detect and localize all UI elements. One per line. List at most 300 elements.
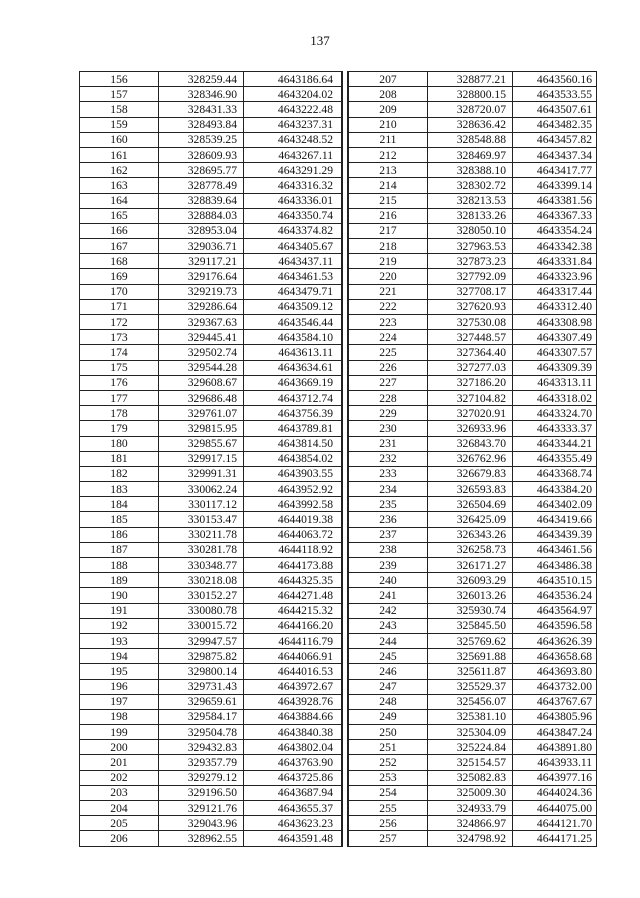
y-coordinate-cell: 4644166.20 [244,618,343,633]
table-row [348,649,597,664]
table-row [80,649,343,664]
table-row [348,345,597,360]
y-coordinate-cell: 4643331.84 [513,254,597,269]
table-row [348,512,597,527]
point-number-cell: 223 [348,315,428,330]
table-row [80,375,343,390]
table-row [348,725,597,740]
x-coordinate-cell: 329445.41 [159,330,244,345]
table-row [348,132,597,147]
y-coordinate-cell: 4643891.80 [513,740,597,755]
table-row [80,269,343,284]
point-number-cell: 209 [348,102,428,117]
x-coordinate-cell: 329504.78 [159,725,244,740]
x-coordinate-cell: 328302.72 [428,178,513,193]
y-coordinate-cell: 4643308.98 [513,315,597,330]
y-coordinate-cell: 4644075.00 [513,801,597,816]
x-coordinate-cell: 327448.57 [428,330,513,345]
point-number-cell: 182 [80,466,159,481]
point-number-cell: 247 [348,679,428,694]
x-coordinate-cell: 325456.07 [428,694,513,709]
table-row [348,375,597,390]
y-coordinate-cell: 4643596.58 [513,618,597,633]
x-coordinate-cell: 329036.71 [159,239,244,254]
table-row [80,633,343,648]
x-coordinate-cell: 329815.95 [159,421,244,436]
point-number-cell: 175 [80,360,159,375]
point-number-cell: 181 [80,451,159,466]
x-coordinate-cell: 327186.20 [428,375,513,390]
table-row [80,725,343,740]
y-coordinate-cell: 4643591.48 [244,831,343,846]
table-row [80,117,343,132]
y-coordinate-cell: 4643658.68 [513,649,597,664]
point-number-cell: 217 [348,223,428,238]
x-coordinate-cell: 330211.78 [159,527,244,542]
table-row [80,436,343,451]
table-row [80,482,343,497]
point-number-cell: 226 [348,360,428,375]
y-coordinate-cell: 4643344.21 [513,436,597,451]
table-row [348,269,597,284]
table-row [348,573,597,588]
point-number-cell: 173 [80,330,159,345]
point-number-cell: 157 [80,87,159,102]
x-coordinate-cell: 325381.10 [428,709,513,724]
y-coordinate-cell: 4643405.67 [244,239,343,254]
point-number-cell: 178 [80,406,159,421]
table-row [80,254,343,269]
coordinate-table-right [347,71,597,847]
y-coordinate-cell: 4643354.24 [513,223,597,238]
point-number-cell: 161 [80,147,159,162]
point-number-cell: 241 [348,588,428,603]
x-coordinate-cell: 330218.08 [159,573,244,588]
table-row [348,117,597,132]
table-row [80,345,343,360]
x-coordinate-cell: 326093.29 [428,573,513,588]
x-coordinate-cell: 326343.26 [428,527,513,542]
point-number-cell: 159 [80,117,159,132]
x-coordinate-cell: 327104.82 [428,390,513,405]
point-number-cell: 248 [348,694,428,709]
table-row [348,679,597,694]
point-number-cell: 225 [348,345,428,360]
table-row [348,527,597,542]
y-coordinate-cell: 4643952.92 [244,482,343,497]
table-row [348,466,597,481]
x-coordinate-cell: 328800.15 [428,87,513,102]
x-coordinate-cell: 329875.82 [159,649,244,664]
point-number-cell: 227 [348,375,428,390]
table-row [348,102,597,117]
y-coordinate-cell: 4643533.55 [513,87,597,102]
y-coordinate-cell: 4643884.66 [244,709,343,724]
x-coordinate-cell: 327620.93 [428,299,513,314]
point-number-cell: 224 [348,330,428,345]
table-row [348,816,597,831]
x-coordinate-cell: 325845.50 [428,618,513,633]
table-row [348,755,597,770]
y-coordinate-cell: 4644116.79 [244,633,343,648]
x-coordinate-cell: 329117.21 [159,254,244,269]
point-number-cell: 251 [348,740,428,755]
y-coordinate-cell: 4643419.66 [513,512,597,527]
point-number-cell: 246 [348,664,428,679]
x-coordinate-cell: 328346.90 [159,87,244,102]
x-coordinate-cell: 328636.42 [428,117,513,132]
table-row [348,542,597,557]
x-coordinate-cell: 330015.72 [159,618,244,633]
point-number-cell: 213 [348,163,428,178]
table-row [348,163,597,178]
y-coordinate-cell: 4643316.32 [244,178,343,193]
point-number-cell: 156 [80,72,159,87]
x-coordinate-cell: 330117.12 [159,497,244,512]
x-coordinate-cell: 328431.33 [159,102,244,117]
point-number-cell: 237 [348,527,428,542]
x-coordinate-cell: 329196.50 [159,785,244,800]
point-number-cell: 204 [80,801,159,816]
x-coordinate-cell: 328539.25 [159,132,244,147]
point-number-cell: 187 [80,542,159,557]
y-coordinate-cell: 4644019.38 [244,512,343,527]
point-number-cell: 235 [348,497,428,512]
table-row [348,147,597,162]
table-row [80,573,343,588]
x-coordinate-cell: 326593.83 [428,482,513,497]
point-number-cell: 167 [80,239,159,254]
y-coordinate-cell: 4643342.38 [513,239,597,254]
table-row [80,831,343,846]
y-coordinate-cell: 4644024.36 [513,785,597,800]
y-coordinate-cell: 4643350.74 [244,208,343,223]
y-coordinate-cell: 4643222.48 [244,102,343,117]
y-coordinate-cell: 4643732.00 [513,679,597,694]
x-coordinate-cell: 329584.17 [159,709,244,724]
y-coordinate-cell: 4643805.96 [513,709,597,724]
table-row [80,785,343,800]
y-coordinate-cell: 4643457.82 [513,132,597,147]
table-row [348,254,597,269]
table-row [348,694,597,709]
x-coordinate-cell: 329367.63 [159,315,244,330]
y-coordinate-cell: 4643479.71 [244,284,343,299]
x-coordinate-cell: 325930.74 [428,603,513,618]
table-row [348,299,597,314]
table-row [80,299,343,314]
x-coordinate-cell: 325009.30 [428,785,513,800]
table-row [348,436,597,451]
table-row [348,315,597,330]
table-row [348,603,597,618]
x-coordinate-cell: 329659.61 [159,694,244,709]
table-row [348,709,597,724]
x-coordinate-cell: 327873.23 [428,254,513,269]
point-number-cell: 207 [348,72,428,87]
table-row [80,315,343,330]
x-coordinate-cell: 328050.10 [428,223,513,238]
table-row [348,664,597,679]
x-coordinate-cell: 325154.57 [428,755,513,770]
point-number-cell: 249 [348,709,428,724]
x-coordinate-cell: 327277.03 [428,360,513,375]
x-coordinate-cell: 327708.17 [428,284,513,299]
point-number-cell: 243 [348,618,428,633]
point-number-cell: 250 [348,725,428,740]
point-number-cell: 240 [348,573,428,588]
y-coordinate-cell: 4643309.39 [513,360,597,375]
point-number-cell: 163 [80,178,159,193]
y-coordinate-cell: 4644271.48 [244,588,343,603]
point-number-cell: 158 [80,102,159,117]
y-coordinate-cell: 4643482.35 [513,117,597,132]
y-coordinate-cell: 4643437.34 [513,147,597,162]
point-number-cell: 202 [80,770,159,785]
table-row [80,284,343,299]
coordinate-table-left [79,71,343,847]
point-number-cell: 169 [80,269,159,284]
table-row [348,451,597,466]
y-coordinate-cell: 4643355.49 [513,451,597,466]
y-coordinate-cell: 4644066.91 [244,649,343,664]
table-row [80,451,343,466]
x-coordinate-cell: 325691.88 [428,649,513,664]
x-coordinate-cell: 326504.69 [428,497,513,512]
table-row [348,588,597,603]
table-row [80,102,343,117]
table-row [80,709,343,724]
table-row [80,740,343,755]
y-coordinate-cell: 4643384.20 [513,482,597,497]
y-coordinate-cell: 4643763.90 [244,755,343,770]
y-coordinate-cell: 4643725.86 [244,770,343,785]
table-row [348,785,597,800]
x-coordinate-cell: 328548.88 [428,132,513,147]
table-row [80,223,343,238]
y-coordinate-cell: 4644325.35 [244,573,343,588]
point-number-cell: 160 [80,132,159,147]
y-coordinate-cell: 4643693.80 [513,664,597,679]
point-number-cell: 230 [348,421,428,436]
point-number-cell: 200 [80,740,159,755]
point-number-cell: 232 [348,451,428,466]
x-coordinate-cell: 329502.74 [159,345,244,360]
point-number-cell: 203 [80,785,159,800]
x-coordinate-cell: 329800.14 [159,664,244,679]
table-row [348,406,597,421]
table-row [80,618,343,633]
coordinate-table-left-body [80,72,343,847]
point-number-cell: 234 [348,482,428,497]
table-row [348,178,597,193]
x-coordinate-cell: 328962.55 [159,831,244,846]
x-coordinate-cell: 329043.96 [159,816,244,831]
table-row [80,147,343,162]
y-coordinate-cell: 4643536.24 [513,588,597,603]
table-row [348,482,597,497]
y-coordinate-cell: 4643248.52 [244,132,343,147]
y-coordinate-cell: 4643417.77 [513,163,597,178]
table-row [80,542,343,557]
y-coordinate-cell: 4643584.10 [244,330,343,345]
y-coordinate-cell: 4643972.67 [244,679,343,694]
x-coordinate-cell: 328953.04 [159,223,244,238]
x-coordinate-cell: 328493.84 [159,117,244,132]
table-row [80,588,343,603]
point-number-cell: 164 [80,193,159,208]
x-coordinate-cell: 329219.73 [159,284,244,299]
point-number-cell: 216 [348,208,428,223]
point-number-cell: 253 [348,770,428,785]
table-row [80,816,343,831]
y-coordinate-cell: 4643655.37 [244,801,343,816]
x-coordinate-cell: 329608.67 [159,375,244,390]
point-number-cell: 211 [348,132,428,147]
x-coordinate-cell: 330281.78 [159,542,244,557]
y-coordinate-cell: 4643854.02 [244,451,343,466]
table-row [80,770,343,785]
x-coordinate-cell: 325082.83 [428,770,513,785]
point-number-cell: 197 [80,694,159,709]
x-coordinate-cell: 328695.77 [159,163,244,178]
x-coordinate-cell: 328877.21 [428,72,513,87]
y-coordinate-cell: 4643546.44 [244,315,343,330]
table-row [80,527,343,542]
table-row [80,390,343,405]
table-row [80,360,343,375]
y-coordinate-cell: 4643399.14 [513,178,597,193]
point-number-cell: 205 [80,816,159,831]
y-coordinate-cell: 4643186.64 [244,72,343,87]
x-coordinate-cell: 327963.53 [428,239,513,254]
x-coordinate-cell: 325611.87 [428,664,513,679]
x-coordinate-cell: 327020.91 [428,406,513,421]
y-coordinate-cell: 4643461.53 [244,269,343,284]
point-number-cell: 199 [80,725,159,740]
table-row [348,223,597,238]
point-number-cell: 188 [80,558,159,573]
x-coordinate-cell: 330062.24 [159,482,244,497]
y-coordinate-cell: 4643802.04 [244,740,343,755]
y-coordinate-cell: 4643367.33 [513,208,597,223]
point-number-cell: 214 [348,178,428,193]
point-number-cell: 165 [80,208,159,223]
x-coordinate-cell: 330348.77 [159,558,244,573]
point-number-cell: 239 [348,558,428,573]
x-coordinate-cell: 328469.97 [428,147,513,162]
table-row [348,284,597,299]
page-number: 137 [310,33,330,48]
y-coordinate-cell: 4643626.39 [513,633,597,648]
table-row [348,770,597,785]
x-coordinate-cell: 329731.43 [159,679,244,694]
point-number-cell: 172 [80,315,159,330]
y-coordinate-cell: 4643437.11 [244,254,343,269]
table-row [348,390,597,405]
y-coordinate-cell: 4643847.24 [513,725,597,740]
table-row [80,132,343,147]
x-coordinate-cell: 324866.97 [428,816,513,831]
table-row [80,163,343,178]
y-coordinate-cell: 4643928.76 [244,694,343,709]
y-coordinate-cell: 4643237.31 [244,117,343,132]
x-coordinate-cell: 330153.47 [159,512,244,527]
coordinate-table-right-body [348,72,597,847]
point-number-cell: 210 [348,117,428,132]
point-number-cell: 257 [348,831,428,846]
y-coordinate-cell: 4643307.49 [513,330,597,345]
point-number-cell: 190 [80,588,159,603]
table-row [80,330,343,345]
point-number-cell: 215 [348,193,428,208]
point-number-cell: 189 [80,573,159,588]
table-row [348,618,597,633]
y-coordinate-cell: 4643312.40 [513,299,597,314]
point-number-cell: 179 [80,421,159,436]
table-row [348,831,597,846]
y-coordinate-cell: 4643756.39 [244,406,343,421]
table-row [80,406,343,421]
table-row [80,466,343,481]
coordinate-tables [79,71,597,847]
x-coordinate-cell: 325529.37 [428,679,513,694]
y-coordinate-cell: 4643324.70 [513,406,597,421]
table-row [80,664,343,679]
x-coordinate-cell: 329991.31 [159,466,244,481]
point-number-cell: 198 [80,709,159,724]
y-coordinate-cell: 4643307.57 [513,345,597,360]
point-number-cell: 162 [80,163,159,178]
table-row [80,421,343,436]
y-coordinate-cell: 4643623.23 [244,816,343,831]
x-coordinate-cell: 328778.49 [159,178,244,193]
x-coordinate-cell: 328133.26 [428,208,513,223]
point-number-cell: 256 [348,816,428,831]
y-coordinate-cell: 4643507.61 [513,102,597,117]
point-number-cell: 192 [80,618,159,633]
y-coordinate-cell: 4643461.56 [513,542,597,557]
y-coordinate-cell: 4643509.12 [244,299,343,314]
table-row [80,512,343,527]
point-number-cell: 254 [348,785,428,800]
point-number-cell: 177 [80,390,159,405]
point-number-cell: 176 [80,375,159,390]
table-row [80,208,343,223]
y-coordinate-cell: 4643204.02 [244,87,343,102]
point-number-cell: 221 [348,284,428,299]
table-row [80,497,343,512]
point-number-cell: 186 [80,527,159,542]
point-number-cell: 168 [80,254,159,269]
y-coordinate-cell: 4643381.56 [513,193,597,208]
x-coordinate-cell: 329917.15 [159,451,244,466]
y-coordinate-cell: 4643374.82 [244,223,343,238]
x-coordinate-cell: 327364.40 [428,345,513,360]
x-coordinate-cell: 330152.27 [159,588,244,603]
y-coordinate-cell: 4643687.94 [244,785,343,800]
table-row [80,87,343,102]
point-number-cell: 208 [348,87,428,102]
table-row [348,740,597,755]
x-coordinate-cell: 326679.83 [428,466,513,481]
table-row [80,558,343,573]
x-coordinate-cell: 328609.93 [159,147,244,162]
y-coordinate-cell: 4644173.88 [244,558,343,573]
x-coordinate-cell: 326425.09 [428,512,513,527]
table-row [348,633,597,648]
point-number-cell: 196 [80,679,159,694]
